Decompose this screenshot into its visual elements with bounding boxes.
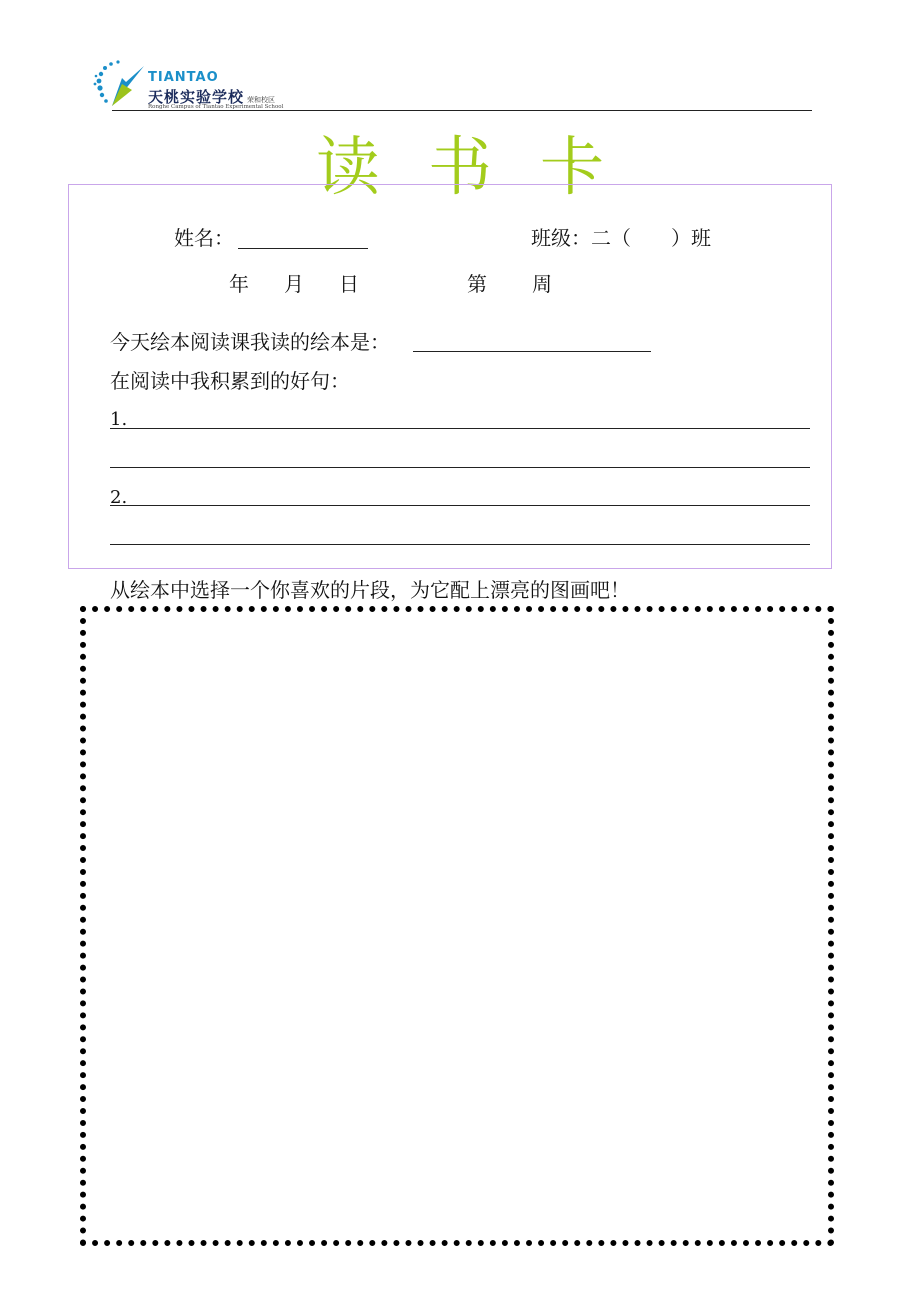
logo-subtitle: Ronghe Campus of Tiantao Experimental School: [148, 104, 284, 110]
sentence-1-line-b[interactable]: [110, 467, 810, 468]
name-label: 姓名：: [174, 226, 234, 250]
sentence-2-number: 2.: [110, 487, 128, 508]
sentence-2-line-b[interactable]: [110, 544, 810, 545]
sentences-prompt: 在阅读中我积累到的好句：: [110, 369, 350, 393]
day-label: 日: [339, 272, 359, 296]
logo-english-name: TIANTAO: [148, 70, 219, 85]
page-title: 读书卡: [316, 131, 652, 205]
school-emblem-icon: [92, 60, 154, 112]
logo-campus-name: 荣和校区: [247, 96, 276, 104]
sentence-1-number: 1.: [110, 409, 128, 430]
month-label: 月: [284, 272, 304, 296]
drawing-prompt: 从绘本中选择一个你喜欢的片段，为它配上漂亮的图画吧！: [110, 578, 630, 602]
logo-school-name: 天桃实验学校: [148, 88, 245, 106]
sentence-2-line-a[interactable]: [110, 505, 810, 506]
sentence-1-line-a[interactable]: [110, 428, 810, 429]
week-suffix-label: 周: [532, 272, 552, 296]
week-prefix-label: 第: [467, 272, 487, 296]
year-label: 年: [229, 272, 249, 296]
drawing-area[interactable]: [80, 606, 834, 1246]
school-logo: [92, 60, 302, 114]
book-title-input-line[interactable]: [413, 351, 651, 352]
book-title-prompt: 今天绘本阅读课我读的绘本是：: [110, 330, 390, 354]
header-divider: [112, 110, 812, 111]
class-label: 班级：二（ ）班: [531, 226, 711, 250]
name-input-line[interactable]: [238, 248, 368, 249]
